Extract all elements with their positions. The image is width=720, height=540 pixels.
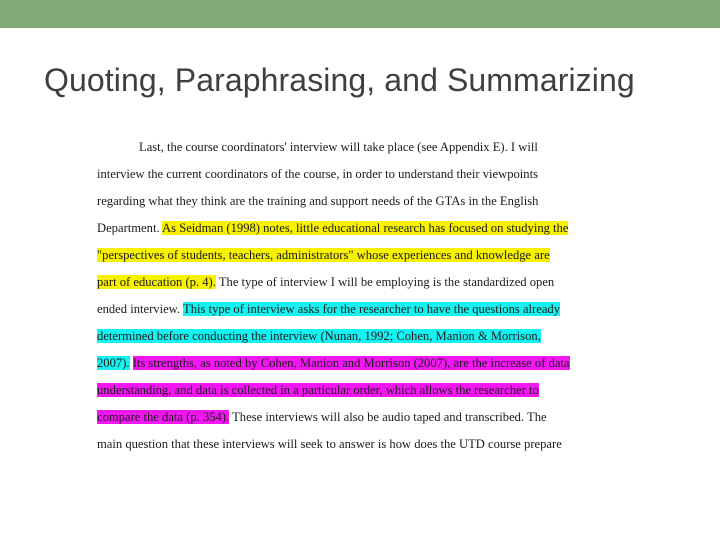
text-line bbox=[97, 167, 538, 182]
text-line bbox=[97, 221, 568, 236]
highlighted-magenta-segment: compare the data (p. 354). bbox=[97, 410, 230, 424]
text-line bbox=[97, 275, 554, 290]
text-segment: regarding what they think are the training and support needs of the GTAs in the English bbox=[97, 194, 539, 208]
highlighted-magenta-segment: understanding, and data is collected in a particular order, which allows the researcher to bbox=[97, 383, 539, 397]
document-excerpt bbox=[97, 140, 617, 450]
text-segment: Last, the course coordinators' interview will take place (see Appendix E). I will bbox=[139, 140, 538, 154]
highlighted-cyan-segment: This type of interview asks for the researcher to have the questions already bbox=[183, 302, 561, 316]
highlighted-magenta-segment: Its strengths, as noted by Cohen, Manion and Morrison (2007), are the increase of data bbox=[132, 356, 570, 370]
top-accent-bar bbox=[0, 0, 720, 28]
text-segment: interview the current coordinators of the course, in order to understand their viewpoints bbox=[97, 167, 538, 181]
text-line bbox=[97, 329, 541, 344]
highlighted-yellow-segment: "perspectives of students, teachers, administrators" whose experiences and knowledge are bbox=[97, 248, 550, 262]
text-line bbox=[97, 302, 560, 317]
text-line bbox=[97, 356, 570, 371]
text-line bbox=[97, 410, 547, 425]
text-line bbox=[97, 383, 539, 398]
highlighted-yellow-segment: part of education (p. 4). bbox=[97, 275, 216, 289]
text-line bbox=[97, 437, 562, 452]
highlighted-yellow-segment: As Seidman (1998) notes, little educational research has focused on studying the bbox=[162, 221, 569, 235]
highlighted-cyan-segment: determined before conducting the interview (Nunan, 1992; Cohen, Manion & Morrison, bbox=[97, 329, 541, 343]
text-segment: Department. bbox=[97, 221, 163, 235]
highlighted-cyan-segment: 2007). bbox=[97, 356, 130, 370]
slide-title: Quoting, Paraphrasing, and Summarizing bbox=[44, 62, 635, 98]
text-line bbox=[97, 194, 538, 209]
text-line bbox=[97, 248, 550, 263]
text-segment: main question that these interviews will seek to answer is how does the UTD course prepare bbox=[97, 437, 562, 451]
text-segment: The type of interview I will be employing is the standardized open bbox=[215, 275, 555, 289]
text-segment: ended interview. bbox=[97, 302, 184, 316]
text-line bbox=[139, 140, 538, 155]
text-segment: These interviews will also be audio taped and transcribed. The bbox=[229, 410, 547, 424]
